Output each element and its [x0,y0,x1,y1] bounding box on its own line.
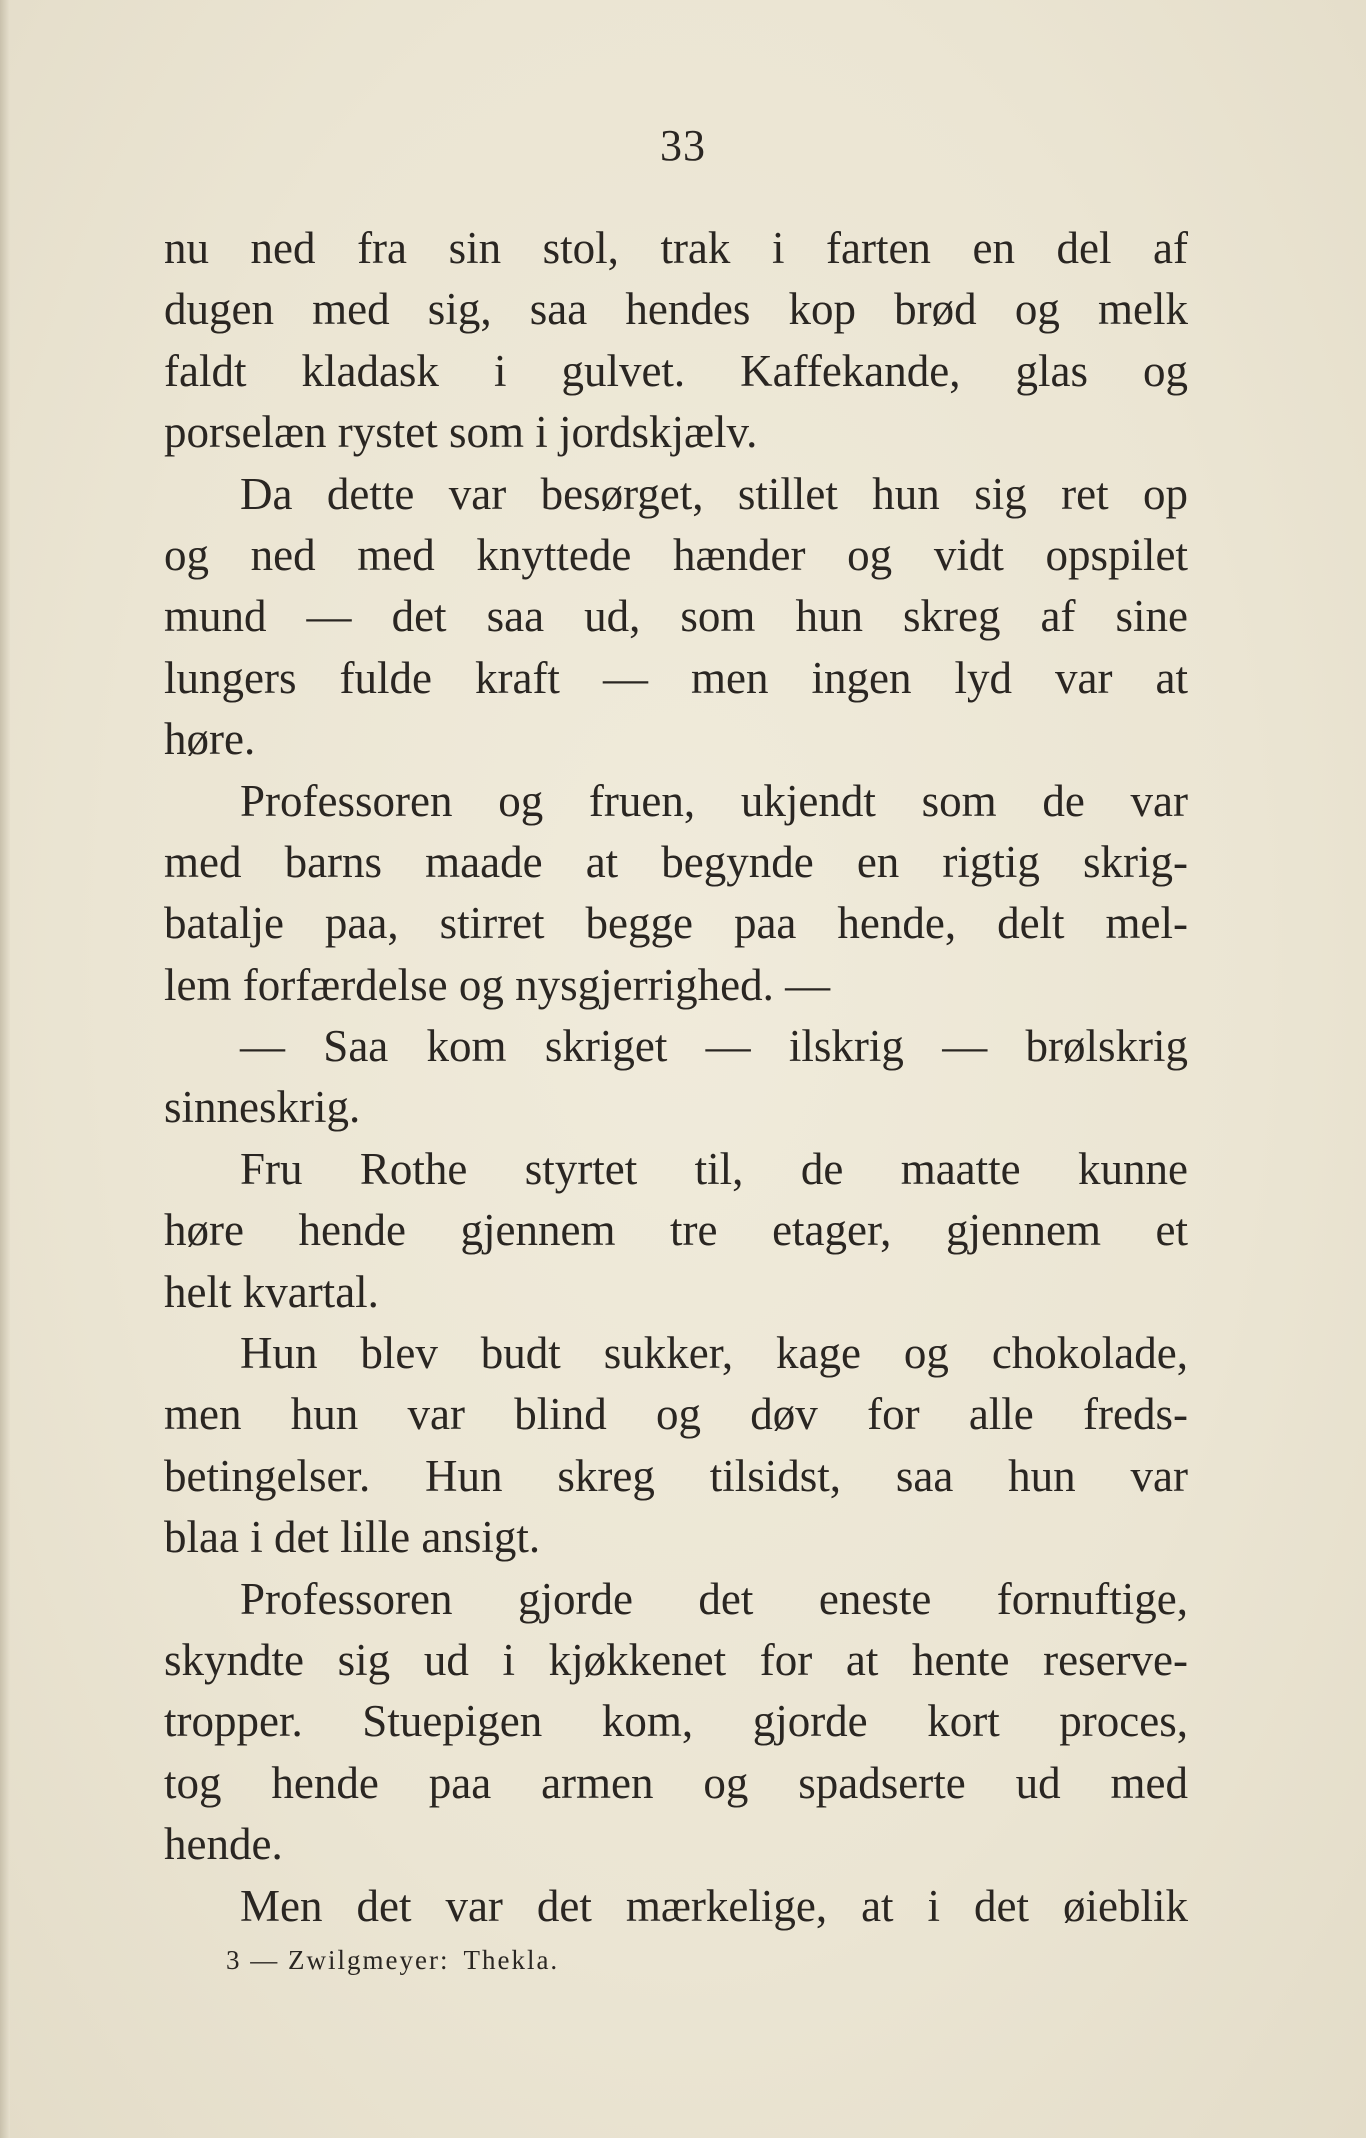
text-line: høre hende gjennem tre etager, gjennem et [164,1205,1188,1256]
text-line: batalje paa, stirret begge paa hende, delt mel- [164,898,1188,949]
text-line: Fru Rothe styrtet til, de maatte kunne [240,1143,1188,1194]
text-line: — Saa kom skriget — ilskrig — brølskrig [240,1021,1188,1072]
text-line: helt kvartal. [164,1266,379,1317]
text-line: lungers fulde kraft — men ingen lyd var at [164,652,1188,703]
text-line: blaa i det lille ansigt. [164,1512,541,1563]
text-line: mund — det saa ud, som hun skreg af sine [164,591,1188,642]
text-line: tropper. Stuepigen kom, gjorde kort proces, [164,1696,1188,1747]
text-line: høre. [164,714,256,765]
text-line: faldt kladask i gulvet. Kaffekande, glas og [164,345,1188,396]
text-line: skyndte sig ud i kjøkkenet for at hente reserve- [164,1634,1188,1685]
text-line: med barns maade at begynde en rigtig skrig- [164,836,1188,887]
text-line: dugen med sig, saa hendes kop brød og melk [164,284,1188,335]
text-line: Professoren og fruen, ukjendt som de var [240,775,1188,826]
text-line: tog hende paa armen og spadserte ud med [164,1757,1188,1808]
text-line: porselæn rystet som i jordskjælv. [164,407,758,458]
text-line: betingelser. Hun skreg tilsidst, saa hun var [164,1450,1188,1501]
text-line: hende. [164,1819,283,1870]
page-number: 33 [660,121,706,170]
footer-signature: 3 — Zwilgmeyer: [226,1945,450,1975]
footer-title: Thekla. [463,1945,560,1975]
text-line: sinneskrig. [164,1082,361,1133]
text-line: Men det var det mærkelige, at i det øieblik [240,1880,1188,1931]
text-line: Hun blev budt sukker, kage og chokolade, [240,1328,1188,1379]
text-line: men hun var blind og døv for alle freds- [164,1389,1188,1440]
text-line: nu ned fra sin stol, trak i farten en del af [164,223,1188,273]
text-line: og ned med knyttede hænder og vidt opspilet [164,529,1188,580]
text-line: Professoren gjorde det eneste fornuftige, [240,1573,1188,1624]
body-text [164,218,1188,1937]
text-line: lem forfærdelse og nysgjerrighed. — [164,959,831,1010]
page-left-edge [0,0,10,2138]
text-line: Da dette var besørget, stillet hun sig ret op [240,468,1188,519]
page-footer [226,1945,573,1976]
